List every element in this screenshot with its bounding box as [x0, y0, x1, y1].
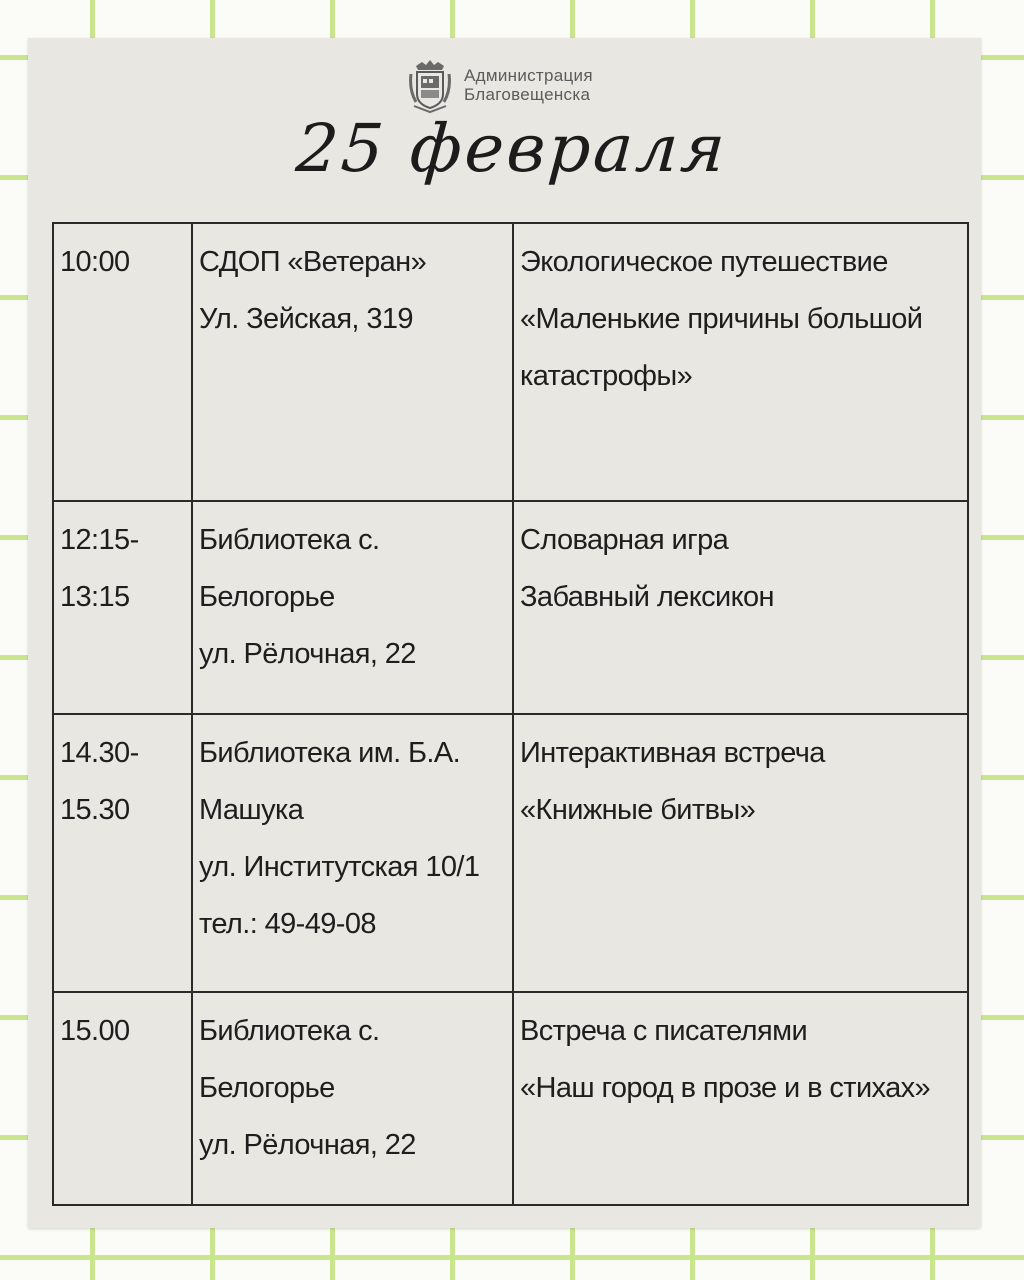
event-text: «Книжные битвы» [520, 794, 756, 826]
table-row [53, 992, 968, 1205]
time-cell [53, 714, 192, 992]
place-text: Белогорье [199, 581, 335, 613]
place-text: Белогорье [199, 1072, 335, 1104]
table-row [53, 501, 968, 714]
org-name-line1: Администрация [464, 66, 593, 85]
table-row [53, 714, 968, 992]
place-text: СДОП «Ветеран» [199, 246, 427, 278]
event-text: Интерактивная встреча [520, 737, 825, 769]
time-text: 15.00 [60, 1015, 130, 1047]
place-cell [192, 501, 513, 714]
event-text: «Наш город в прозе и в стихах» [520, 1072, 931, 1104]
coat-of-arms-icon [408, 56, 452, 114]
place-cell [192, 223, 513, 501]
place-text: Библиотека с. [199, 524, 380, 556]
page-title-date: 25 февраля [293, 110, 731, 187]
event-schedule-table [52, 222, 969, 1206]
event-text: Словарная игра [520, 524, 729, 556]
table-row [53, 223, 968, 501]
place-text: Машука [199, 794, 304, 826]
event-text: Экологическое путешествие [520, 246, 888, 278]
event-cell [513, 501, 968, 714]
time-text: 13:15 [60, 581, 130, 613]
time-cell [53, 992, 192, 1205]
time-cell [53, 223, 192, 501]
time-text: 10:00 [60, 246, 130, 278]
place-text: Ул. Зейская, 319 [199, 303, 413, 335]
time-text: 15.30 [60, 794, 130, 826]
time-text: 12:15- [60, 524, 139, 556]
place-text: ул. Рёлочная, 22 [199, 1129, 416, 1161]
event-text: катастрофы» [520, 360, 693, 392]
org-name-line2: Благовещенска [464, 85, 591, 104]
place-text: Библиотека им. Б.А. [199, 737, 461, 769]
place-cell [192, 714, 513, 992]
place-text: тел.: 49-49-08 [199, 908, 376, 940]
event-cell [513, 714, 968, 992]
time-cell [53, 501, 192, 714]
place-text: Библиотека с. [199, 1015, 380, 1047]
time-text: 14.30- [60, 737, 139, 769]
event-text: Забавный лексикон [520, 581, 774, 613]
event-text: Встреча с писателями [520, 1015, 808, 1047]
event-cell [513, 223, 968, 501]
city-administration-logo [408, 56, 593, 114]
place-text: ул. Рёлочная, 22 [199, 638, 416, 670]
event-cell [513, 992, 968, 1205]
place-text: ул. Институтская 10/1 [199, 851, 480, 883]
place-cell [192, 992, 513, 1205]
event-text: «Маленькие причины большой [520, 303, 923, 335]
